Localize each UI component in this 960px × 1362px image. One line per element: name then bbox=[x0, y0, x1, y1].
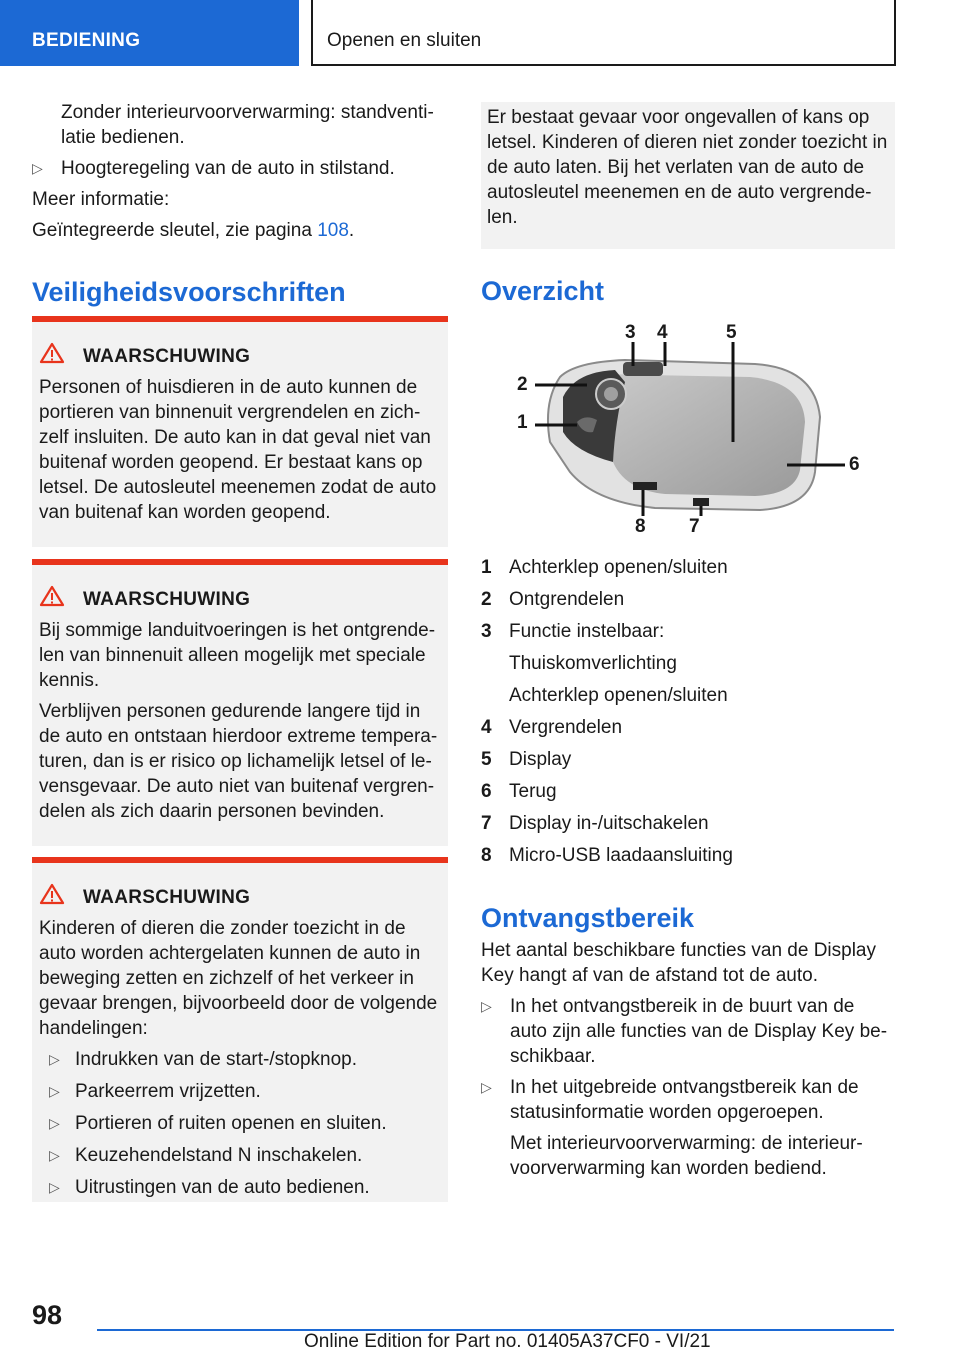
warning-box-2 bbox=[32, 559, 448, 846]
figure-label-1: 1 bbox=[517, 412, 528, 433]
warning-triangle-icon bbox=[39, 883, 83, 912]
legend-item: 1 Achterklep openen/sluiten bbox=[481, 557, 728, 578]
legend-item: 2 Ontgrendelen bbox=[481, 589, 625, 610]
range-note: Met interieurvoorverwarming: de interieurvoorverwarming kan worden bediend. bbox=[510, 1133, 863, 1179]
bullet-triangle-icon: ▷ bbox=[49, 1083, 60, 1099]
list-item: ▷ Parkeerrem vrijzetten. bbox=[49, 1081, 261, 1102]
display-key-drawing bbox=[515, 322, 865, 540]
legend-item: 8 Micro-USB laadaansluiting bbox=[481, 845, 733, 866]
bullet-triangle-icon: ▷ bbox=[32, 160, 43, 176]
chapter-tab bbox=[311, 0, 896, 66]
list-item: ▷ In het ontvangstbereik in de buurt van de auto zijn alle functies van de Display Key beschikbaar. bbox=[481, 996, 888, 1067]
range-intro: Het aantal beschikbare functies van de Display Key hangt af van de afstand tot de auto. bbox=[481, 940, 877, 986]
bullet-triangle-icon: ▷ bbox=[49, 1115, 60, 1131]
bullet-triangle-icon: ▷ bbox=[481, 998, 492, 1014]
figure-label-3: 3 bbox=[625, 322, 636, 343]
bullet-triangle-icon: ▷ bbox=[49, 1051, 60, 1067]
legend-item: Achterklep openen/sluiten bbox=[509, 685, 728, 706]
list-item: ▷ Keuzehendelstand N inschakelen. bbox=[49, 1145, 363, 1166]
legend-item: 3 Functie instelbaar: bbox=[481, 621, 665, 642]
warning-continuation-box bbox=[481, 102, 895, 249]
safety-heading: Veiligheidsvoorschriften bbox=[32, 277, 346, 307]
warning-text: Kinderen of dieren die zonder toezicht in de auto worden achtergelaten kunnen de auto in beweging zetten en zichzelf of het verkeer in gevaar brengen, bijvoorbeeld door de volgende handelingen: bbox=[39, 918, 438, 1039]
warning-text: Bij sommige landuitvoeringen is het ontgrendelen van binnenuit alleen mogelijk met speciale kennis. bbox=[39, 620, 436, 691]
list-item: ▷ Indrukken van de start-/stopknop. bbox=[49, 1049, 357, 1070]
figure-label-7: 7 bbox=[689, 516, 700, 537]
legend-item: Thuiskomverlichting bbox=[509, 653, 677, 674]
warning-triangle-icon bbox=[39, 585, 83, 614]
figure-label-4: 4 bbox=[657, 322, 668, 343]
bullet-triangle-icon: ▷ bbox=[49, 1179, 60, 1195]
legend-item: 6 Terug bbox=[481, 781, 557, 802]
list-item: ▷ Portieren of ruiten openen en sluiten. bbox=[49, 1113, 387, 1134]
more-info-label: Meer informatie: bbox=[32, 189, 170, 210]
warning-box-3 bbox=[32, 857, 448, 1202]
page-number: 98 bbox=[32, 1300, 63, 1330]
section-tab bbox=[0, 0, 299, 66]
left-column-intro bbox=[32, 100, 448, 249]
range-section bbox=[481, 938, 895, 1187]
bullet-triangle-icon: ▷ bbox=[49, 1147, 60, 1163]
bullet-triangle-icon: ▷ bbox=[481, 1079, 492, 1095]
list-item: ▷ Hoogteregeling van de auto in stilstand. bbox=[32, 158, 395, 179]
legend-list bbox=[481, 552, 901, 872]
intro-continuation: Zonder interieurvoorverwarming: standventilatie bedienen. bbox=[61, 102, 434, 148]
display-key-illustration bbox=[515, 322, 865, 540]
legend-item: 7 Display in-/uitschakelen bbox=[481, 813, 709, 834]
warning-text: Verblijven personen gedurende langere tijd in de auto en ontstaan hierdoor extreme temperaturen, dan is er risico op lichamelijk letsel of levensgevaar. De auto niet van buitenaf vergrendelen als zich daarin personen bevinden. bbox=[39, 701, 438, 822]
warning-box-1 bbox=[32, 316, 448, 547]
warning-triangle-icon bbox=[39, 342, 83, 371]
edition-text: Online Edition for Part no. 01405A37CF0 - VI/21 bbox=[304, 1331, 711, 1352]
legend-item: 5 Display bbox=[481, 749, 572, 770]
warning-continuation-text: Er bestaat gevaar voor ongevallen of kans op letsel. Kinderen of dieren niet zonder toezicht in de auto laten. Bij het verlaten van de auto de autosleutel meenemen en de auto vergrendelen. bbox=[487, 107, 888, 228]
warning-title: WAARSCHUWING bbox=[39, 585, 440, 614]
page-link-108[interactable]: 108 bbox=[317, 220, 349, 241]
section-title: BEDIENING bbox=[32, 30, 141, 51]
warning-title: WAARSCHUWING bbox=[39, 342, 440, 371]
warning-title: WAARSCHUWING bbox=[39, 883, 440, 912]
range-heading: Ontvangstbereik bbox=[481, 903, 695, 933]
overview-heading: Overzicht bbox=[481, 276, 605, 306]
warning-text: Personen of huisdieren in de auto kunnen de portieren van binnenuit vergrendelen en zichzelf insluiten. De auto kan in dat geval niet van buitenaf worden geopend. Er bestaat kans op letsel. De autosleutel meenemen zodat de auto van buitenaf kan worden geopend. bbox=[39, 377, 437, 523]
chapter-title: Openen en sluiten bbox=[327, 30, 482, 51]
figure-label-6: 6 bbox=[849, 454, 860, 475]
list-item: ▷ Uitrustingen van de auto bedienen. bbox=[49, 1177, 370, 1198]
list-item: ▷ In het uitgebreide ontvangstbereik kan de statusinformatie worden opgeroepen. bbox=[481, 1077, 859, 1123]
legend-item: 4 Vergrendelen bbox=[481, 717, 623, 738]
figure-label-5: 5 bbox=[726, 322, 737, 343]
integrated-key-reference: Geïntegreerde sleutel, zie pagina 108. bbox=[32, 220, 355, 241]
figure-label-2: 2 bbox=[517, 374, 528, 395]
figure-label-8: 8 bbox=[635, 516, 646, 537]
